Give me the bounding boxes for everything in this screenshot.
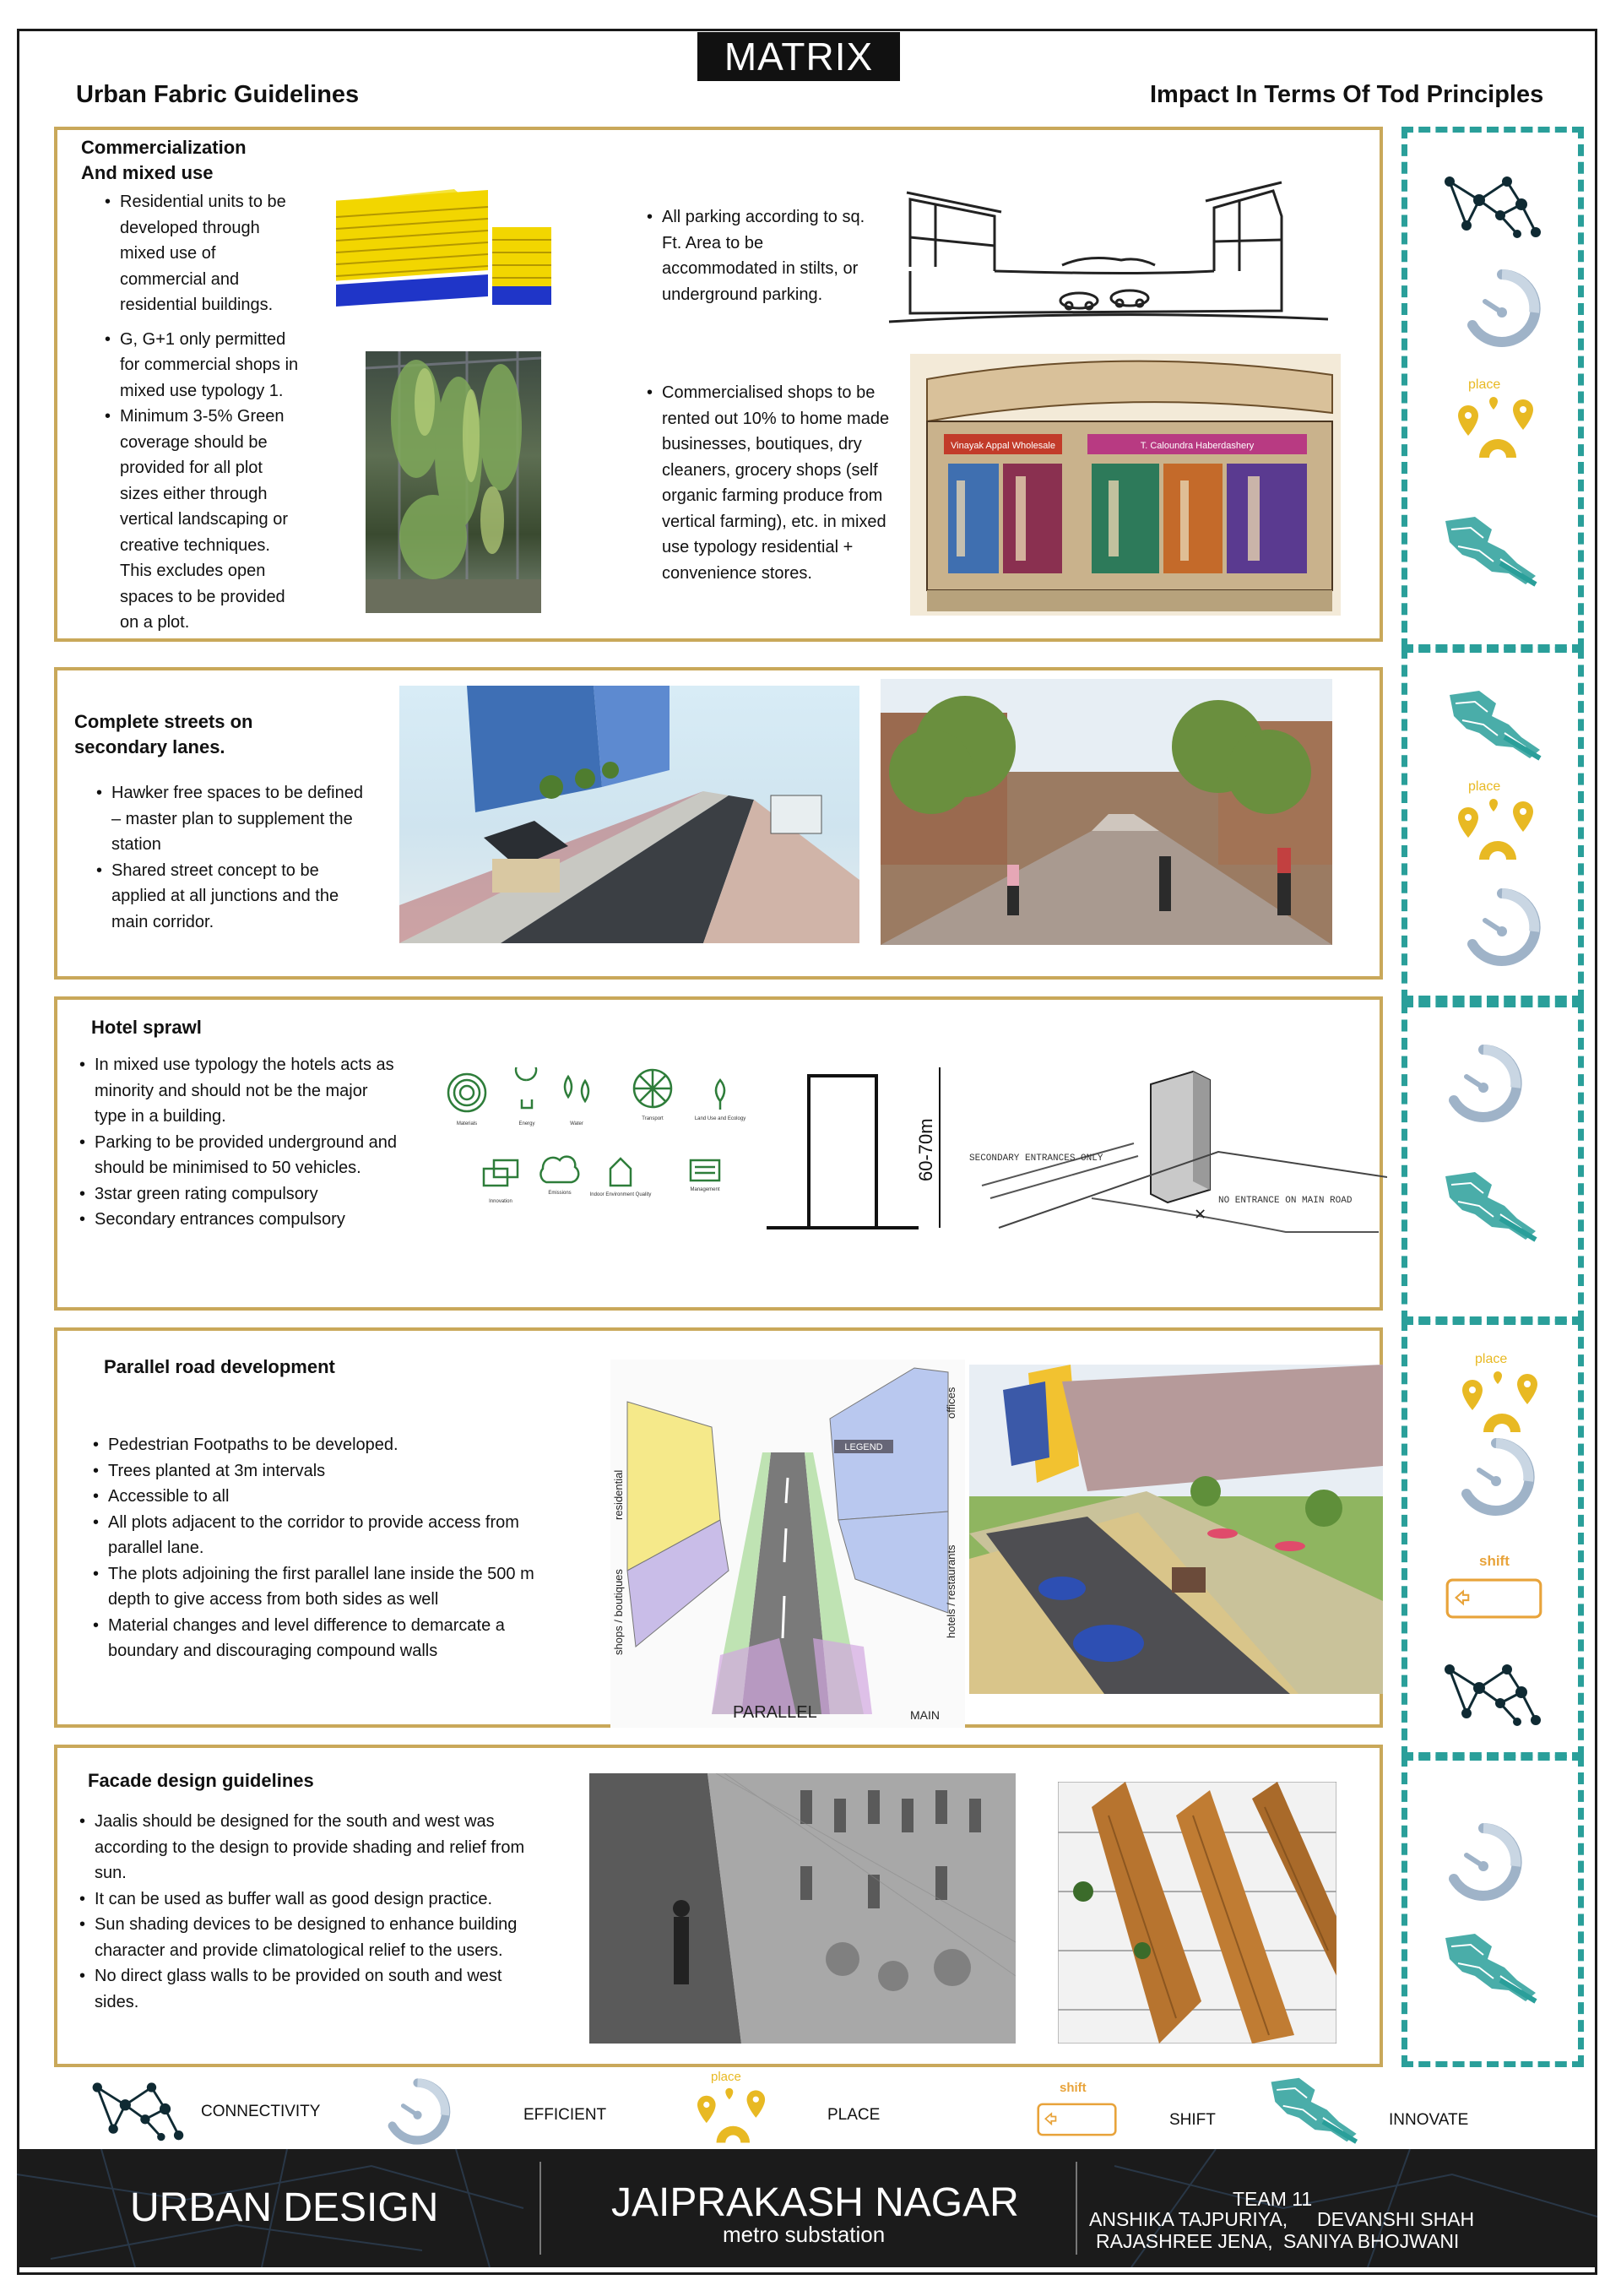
place-icon <box>1450 1369 1542 1436</box>
shift-icon <box>1445 1578 1542 1619</box>
footer-member-3: RAJASHREE JENA, <box>1096 2230 1273 2252</box>
streets-bullets <box>81 780 366 935</box>
commercial-title: Commercialization And mixed use <box>81 137 247 183</box>
efficient-icon <box>1454 1435 1538 1519</box>
parallel-title: Parallel road development <box>104 1356 335 1377</box>
hotel-entrance-sketch <box>965 1050 1387 1253</box>
street-photo-image <box>881 679 1332 945</box>
place-icon-label: place <box>1468 779 1501 794</box>
rating-label-materials: Materials <box>456 1121 478 1126</box>
footer-member-4: SANIYA BHOJWANI <box>1283 2230 1460 2252</box>
footer-member-1: ANSHIKA TAJPURIYA, <box>1089 2208 1288 2230</box>
section-complete-streets <box>54 667 1383 980</box>
list-item: • The plots adjoining the first parallel lane inside the 500 m depth to give access from both sides as well <box>93 1561 549 1613</box>
legend-connectivity: CONNECTIVITY <box>201 2103 321 2120</box>
list-item: • Minimum 3-5% Green coverage should be provided for all plot sizes either through vertical landscaping or creative techniques. This excludes open spaces to be provided on a plot. <box>105 404 299 636</box>
list-item: • Hawker free spaces to be defined – master plan to supplement the station <box>96 780 366 858</box>
shopfront-sketch <box>910 354 1341 616</box>
list-item: • It can be used as buffer wall as good design practice. <box>79 1886 535 1913</box>
height-diagram <box>758 1059 952 1245</box>
efficient-icon <box>1441 1820 1526 1904</box>
green-rating-icons <box>442 1067 796 1236</box>
place-icon <box>1445 796 1538 864</box>
footer-member-2: DEVANSHI SHAH <box>1317 2208 1475 2230</box>
section-hotel-sprawl <box>54 996 1383 1311</box>
list-item: • G, G+1 only permitted for commercial shops in mixed use typology 1. <box>105 327 299 404</box>
footer-project-subtitle: metro substation <box>723 2222 886 2247</box>
innovate-icon <box>1441 1168 1542 1244</box>
rating-label-transport: Transport <box>642 1116 664 1121</box>
commercial-bullets-parking <box>632 204 875 307</box>
tod-panel-4 <box>1401 1319 1584 1758</box>
shop-sign-2: T. Caloundra Haberdashery <box>1140 441 1255 451</box>
efficient-icon <box>1460 885 1544 969</box>
list-item: • Commercialised shops to be rented out 10% to home made businesses, boutiques, dry cleaners, grocery shops (self organic farming produce from vertical farming), etc. in mixed use typology residential + convenience stores. <box>647 380 917 586</box>
section-parallel-road <box>54 1327 1383 1728</box>
list-item: • In mixed use typology the hotels acts as minority and should not be the major type in a building. <box>79 1052 400 1130</box>
streets-title: Complete streets on secondary lanes. <box>74 711 253 757</box>
list-item: • Jaalis should be designed for the south and west was according to the design to provide shading and relief from sun. <box>79 1809 535 1886</box>
sketch-note-secondary: SECONDARY ENTRANCES ONLY <box>969 1153 1103 1164</box>
list-item: • Secondary entrances compulsory <box>79 1207 400 1233</box>
legend-innovate-icon <box>1266 2074 1363 2146</box>
section-commercialization <box>54 127 1383 642</box>
section-facade <box>54 1745 1383 2067</box>
label-shops: shops / boutiques <box>612 1569 625 1655</box>
label-main: MAIN <box>910 1708 940 1722</box>
legend-place-icon-label: place <box>711 2070 741 2084</box>
stilt-parking-section-sketch <box>885 166 1332 334</box>
legend-innovate: INNOVATE <box>1389 2111 1469 2129</box>
list-item: • Shared street concept to be applied at all junctions and the main corridor. <box>96 858 366 936</box>
footer-banner <box>17 2149 1597 2267</box>
tod-panel-3 <box>1401 1001 1584 1322</box>
legend-shift-icon-label: shift <box>1060 2081 1087 2095</box>
parallel-road-render <box>969 1365 1383 1694</box>
facade-title: Facade design guidelines <box>88 1770 314 1791</box>
efficient-icon <box>1460 266 1544 350</box>
rating-label-energy: Energy <box>518 1121 535 1126</box>
legend-place: PLACE <box>827 2106 881 2124</box>
corridor-zoning-sketch <box>610 1360 965 1728</box>
rating-label-water: Water <box>570 1121 583 1126</box>
vertical-garden-image <box>366 351 541 613</box>
legend-connectivity-icon <box>89 2073 186 2145</box>
mixed-use-model-image <box>319 176 556 320</box>
label-hotels: hotels / restaurants <box>945 1544 957 1638</box>
list-item: • Pedestrian Footpaths to be developed. <box>93 1432 549 1458</box>
list-item: • All parking according to sq. Ft. Area to be accommodated in stilts, or underground parking. <box>647 204 875 307</box>
tod-panel-5 <box>1401 1755 1584 2067</box>
legend-shift-icon <box>1037 2103 1117 2136</box>
footer-team-label: TEAM 11 <box>1233 2188 1313 2210</box>
street-render-image <box>399 686 859 943</box>
footer-urban-design: URBAN DESIGN <box>130 2185 439 2230</box>
list-item: • Sun shading devices to be designed to enhance building character and provide climatological relief to the users. <box>79 1912 535 1963</box>
legend-place-icon <box>686 2086 770 2147</box>
rating-label-emissions: Emissions <box>548 1191 572 1196</box>
list-item: • All plots adjacent to the corridor to provide access from parallel lane. <box>93 1510 549 1561</box>
commercial-bullets-left <box>89 189 299 636</box>
height-label: 60-70m <box>915 1118 936 1181</box>
commercial-bullets-shops <box>632 380 917 586</box>
shift-icon-label: shift <box>1479 1553 1510 1569</box>
tod-panel-2 <box>1401 647 1584 1001</box>
rating-label-ieq: Indoor Environment Quality <box>589 1192 652 1197</box>
facade-bullets <box>64 1809 535 2015</box>
footer-project-title: JAIPRAKASH NAGAR <box>611 2180 1019 2225</box>
hotel-title: Hotel sprawl <box>91 1017 202 1038</box>
hotel-bullets <box>64 1052 400 1233</box>
label-parallel: PARALLEL <box>733 1703 817 1722</box>
list-item: • No direct glass walls to be provided on south and west sides. <box>79 1963 535 2015</box>
list-item: • Material changes and level difference to demarcate a boundary and discouraging compound walls <box>93 1613 549 1664</box>
place-icon-label: place <box>1468 377 1501 392</box>
label-residential: residential <box>612 1469 625 1520</box>
jaali-sketch <box>589 1773 1016 2044</box>
connectivity-icon <box>1441 166 1542 242</box>
rating-label-landuse: Land Use and Ecology <box>694 1116 746 1121</box>
list-item: • Accessible to all <box>93 1484 549 1510</box>
innovate-icon <box>1445 687 1547 763</box>
connectivity-icon <box>1441 1654 1542 1730</box>
place-icon-label: place <box>1475 1352 1508 1366</box>
shop-sign-1: Vinayak Appal Wholesale <box>951 441 1055 451</box>
list-item: • 3star green rating compulsory <box>79 1181 400 1208</box>
legend-efficient: EFFICIENT <box>523 2106 607 2124</box>
list-item: • Parking to be provided underground and should be minimised to 50 vehicles. <box>79 1130 400 1181</box>
no-entry-mark: ✕ <box>1195 1204 1206 1225</box>
legend-efficient-icon <box>382 2076 453 2147</box>
sketch-signage: LEGEND <box>844 1442 883 1452</box>
tod-panel-1 <box>1401 127 1584 650</box>
place-icon <box>1445 394 1538 462</box>
legend-shift: SHIFT <box>1169 2111 1216 2129</box>
right-heading: Impact In Terms Of Tod Principles <box>1150 81 1544 108</box>
list-item: • Residential units to be developed through mixed use of commercial and residential buildings. <box>105 189 299 318</box>
parallel-bullets <box>78 1432 549 1664</box>
rating-label-innovation: Innovation <box>489 1199 512 1204</box>
rating-label-management: Management <box>690 1187 720 1192</box>
efficient-icon <box>1441 1041 1526 1126</box>
list-item: • Trees planted at 3m intervals <box>93 1458 549 1485</box>
sketch-note-main-road: NO ENTRANCE ON MAIN ROAD <box>1218 1196 1353 1206</box>
innovate-icon <box>1441 513 1542 589</box>
left-heading: Urban Fabric Guidelines <box>76 81 360 108</box>
innovate-icon <box>1441 1930 1542 2006</box>
label-offices: offices <box>945 1387 957 1419</box>
matrix-badge: MATRIX <box>697 32 900 81</box>
sun-shading-photo <box>1058 1782 1336 2044</box>
